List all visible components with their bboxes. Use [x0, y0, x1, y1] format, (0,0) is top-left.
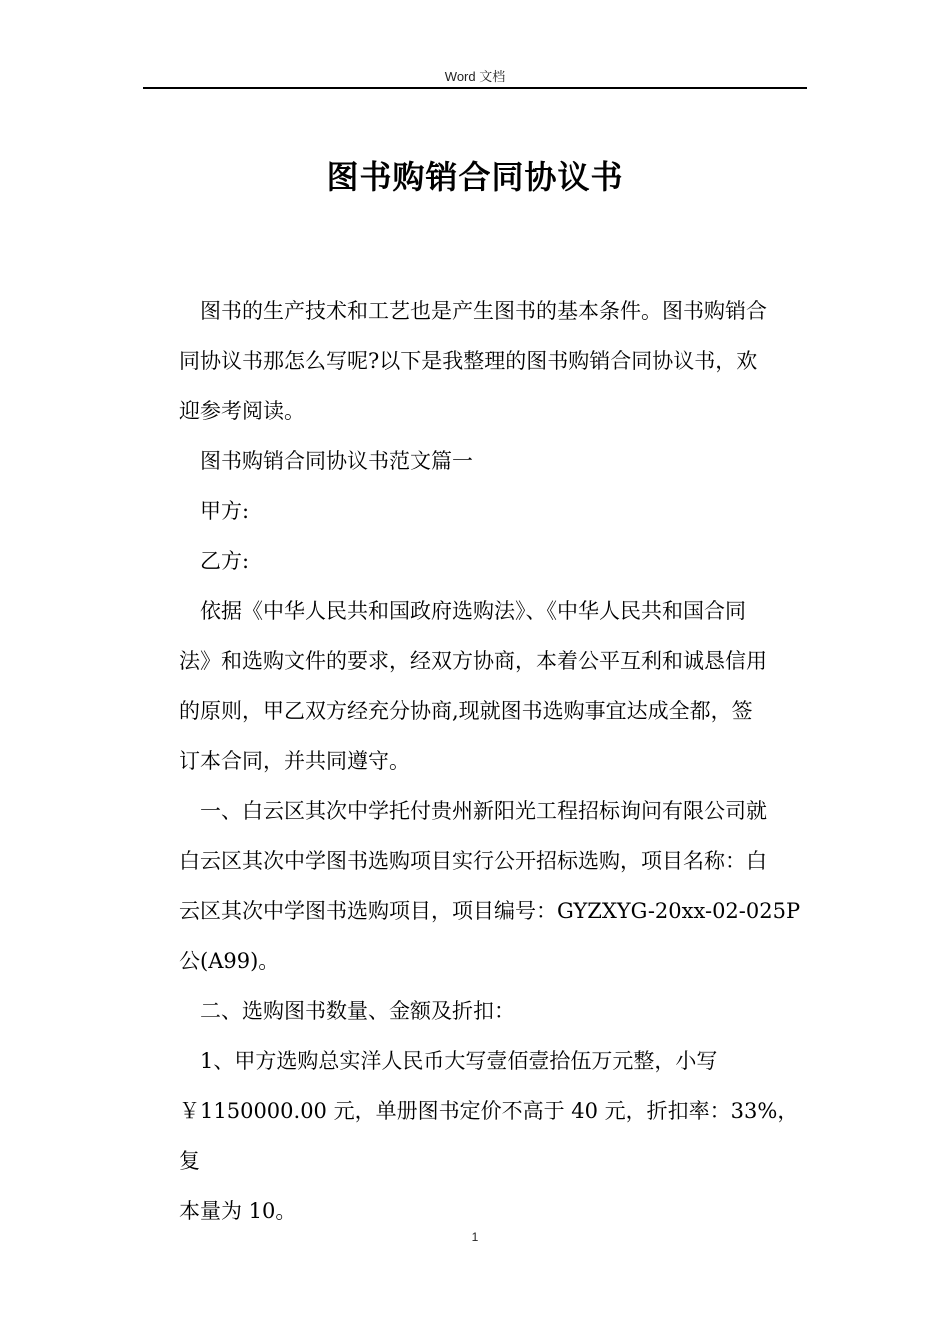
paragraph	[179, 786, 809, 986]
paragraph-line: 甲方:	[200, 499, 250, 523]
paragraph-line: 本量为 10。	[179, 1199, 297, 1223]
paragraph-line: ￥1150000.00 元，单册图书定价不高于 40 元，折扣率：33%，复	[179, 1099, 799, 1173]
paragraph	[179, 986, 809, 1036]
page-number: 1	[471, 1230, 479, 1244]
paragraph	[179, 586, 809, 786]
paragraph	[179, 1036, 809, 1236]
paragraph-line: 一、白云区其次中学托付贵州新阳光工程招标询问有限公司就	[200, 799, 767, 823]
paragraph-line: 依据《中华人民共和国政府选购法》、《中华人民共和国合同	[200, 599, 746, 623]
paragraph-line: 同协议书那怎么写呢?以下是我整理的图书购销合同协议书，欢	[179, 349, 758, 373]
paragraph-line: 迎参考阅读。	[179, 399, 305, 423]
paragraph-line: 二、选购图书数量、金额及折扣：	[200, 999, 515, 1023]
paragraph-line: 的原则，甲乙双方经充分协商,现就图书选购事宜达成全都，签	[179, 699, 753, 723]
paragraph-line: 云区其次中学图书选购项目，项目编号：GYZXYG-20xx-02-025P	[179, 899, 801, 923]
paragraph-line: 图书购销合同协议书范文篇一	[200, 449, 473, 473]
header-divider	[143, 87, 807, 89]
document-title: 图书购销合同协议书	[326, 158, 624, 196]
paragraph-line: 图书的生产技术和工艺也是产生图书的基本条件。图书购销合	[200, 299, 767, 323]
paragraph-line: 法》和选购文件的要求，经双方协商，本着公平互利和诚恳信用	[179, 649, 767, 673]
paragraph	[179, 286, 809, 436]
paragraph-line: 1、甲方选购总实洋人民币大写壹佰壹拾伍万元整，小写	[200, 1049, 718, 1073]
paragraph-line: 公(A99)。	[179, 949, 280, 973]
document-body	[179, 286, 809, 1236]
paragraph-line: 白云区其次中学图书选购项目实行公开招标选购，项目名称：白	[179, 849, 767, 873]
paragraph-line: 订本合同，并共同遵守。	[179, 749, 410, 773]
page-header: Word 文档	[444, 69, 506, 84]
paragraph-line: 乙方:	[200, 549, 250, 573]
paragraph	[179, 486, 809, 536]
paragraph	[179, 436, 809, 486]
paragraph	[179, 536, 809, 586]
